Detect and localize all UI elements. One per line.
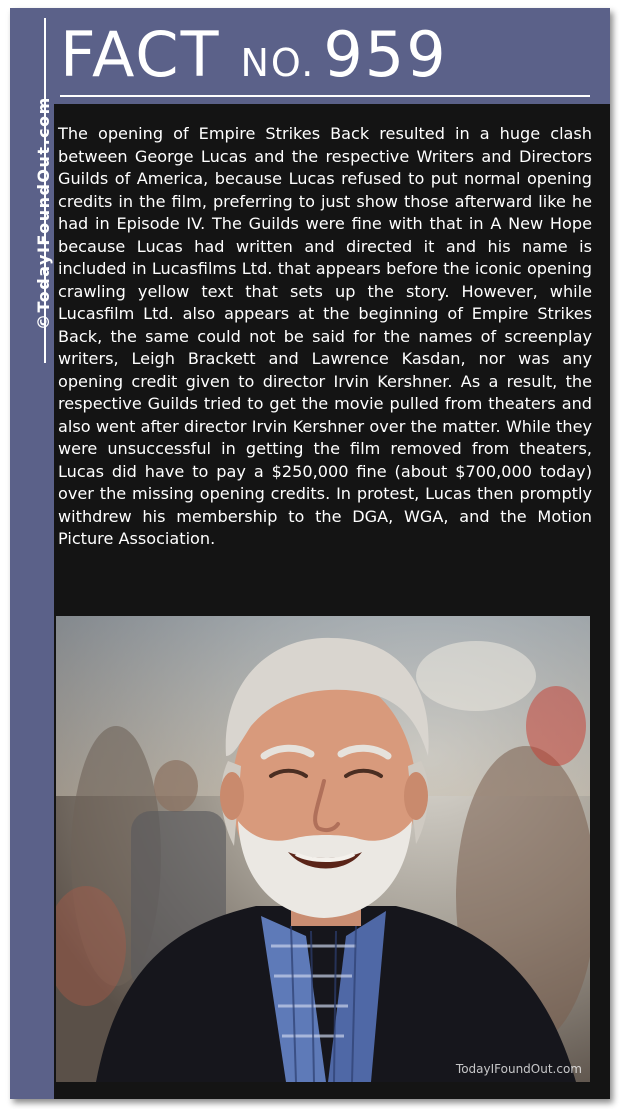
- fact-no-label: NO.: [240, 41, 316, 85]
- photo-watermark: TodayIFoundOut.com: [455, 1062, 582, 1076]
- george-lucas-photo: [56, 616, 590, 1082]
- site-credit: ©TodayIFoundOut.com: [34, 96, 53, 330]
- title-underline: [60, 95, 590, 97]
- fact-body-text: The opening of Empire Strikes Back resulted in a huge clash between George Lucas and the respective Writers and Directors Guilds of America, because Lucas refused to put normal opening credits in the film, preferring to just show those afterward like he had in Episode IV. The Guilds were fine with that in A New Hope because Lucas had written and directed it and his name is included in Lucasfilms Ltd. that appears before the iconic opening crawling yellow text that sets up the story. However, while Lucasfilm Ltd. also appears at the beginning of Empire Strikes Back, the same could not be said for the names of screenplay writers, Leigh Brackett and Lawrence Kasdan, nor was any opening credit given to director Irvin Kershner. As a result, the respective Guilds tried to get the movie pulled from theaters and also went after director Irvin Kershner over the matter. While they were unsuccessful in getting the film removed from theaters, Lucas did have to pay a $250,000 fine (about $700,000 today) over the missing opening credits. In protest, Lucas then promptly withdrew his membership to the DGA, WGA, and the Motion Picture Association.: [58, 124, 592, 548]
- fact-card: [10, 8, 610, 1099]
- photo-illustration: [56, 616, 590, 1082]
- fact-title: [60, 18, 448, 91]
- fact-number: 959: [323, 18, 448, 91]
- fact-word: FACT: [60, 18, 221, 91]
